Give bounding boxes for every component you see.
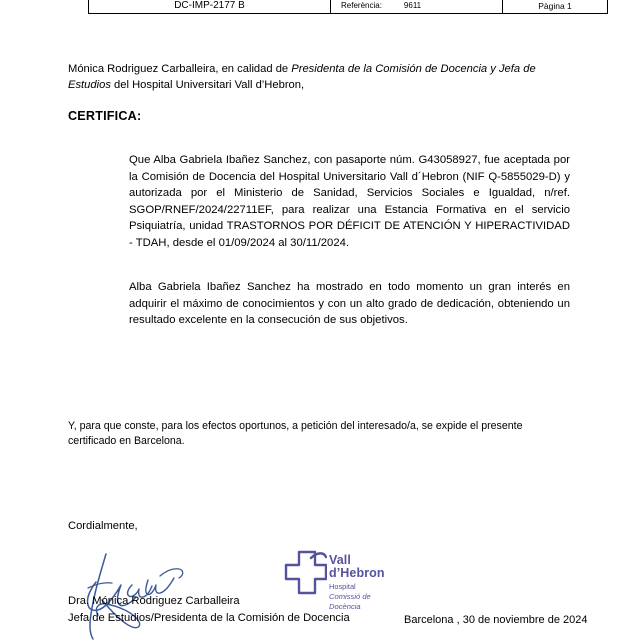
logo-text-block [329, 554, 399, 612]
logo-subtitle-committee: Comissió de Docència [329, 592, 371, 611]
cordially-line: Cordialmente, [68, 520, 138, 532]
place-and-date: Barcelona , 30 de noviembre de 2024 [404, 614, 588, 626]
closing-paragraph: Y, para que conste, para los efectos oportunos, a petición del interesado/a, se expide el presente certificado en Barcelona. [68, 420, 523, 447]
vall-hebron-cross-icon [281, 548, 327, 598]
header-document-code: DC-IMP-2177 B [89, 0, 331, 13]
header-reference-value: 9611 [403, 1, 422, 10]
header-reference-cell [331, 0, 503, 13]
handwritten-signature [74, 540, 214, 640]
logo-title: Vall d’Hebron [329, 553, 385, 580]
header-page-label: Pàgina 1 [538, 0, 572, 11]
intro-suffix: del Hospital Universitari Vall d’Hebron, [110, 78, 305, 91]
document-header-table [88, 0, 608, 14]
signer-role: Jefa de Estudios/Presidenta de la Comisión de Docencia [68, 612, 350, 624]
signer-name: Dra. Mónica Rodriguez Carballeira [68, 595, 240, 607]
intro-paragraph [68, 62, 570, 93]
header-reference-label: Referència: [341, 1, 382, 10]
intro-role: Presidenta de la Comisión de Docencia y Jefa de Estudios [68, 63, 536, 91]
intro-prefix: Mónica Rodriguez Carballeira, en calidad de [68, 63, 292, 75]
logo-subtitle-hospital: Hospital [329, 582, 356, 591]
certifica-heading: CERTIFICA: [68, 109, 142, 123]
certification-paragraph: Que Alba Gabriela Ibañez Sanchez, con pasaporte núm. G43058927, fue aceptada por la Comisión de Docencia del Hospital Universitario Vall d´Hebron (NIF Q-5855029-D) y autorizada por el Ministerio de Sanidad, Servicios Sociales e Igualdad, n/ref. SGOP/RNEF/2024/22711EF, para realizar una Estancia Formativa en el servicio Psiquiatría, unidad TRASTORNOS POR DÉFICIT DE ATENCIÓN Y HIPERACTIVIDAD - TDAH, desde el 01/09/2024 al 30/11/2024. [129, 154, 570, 249]
hospital-logo [281, 548, 399, 611]
evaluation-paragraph: Alba Gabriela Ibañez Sanchez ha mostrado en todo momento un gran interés en adquirir el máximo de conocimientos y con un alto grado de dedicación, obteniendo un resultado excelente en la consecución de sus objetivos. [129, 281, 570, 327]
